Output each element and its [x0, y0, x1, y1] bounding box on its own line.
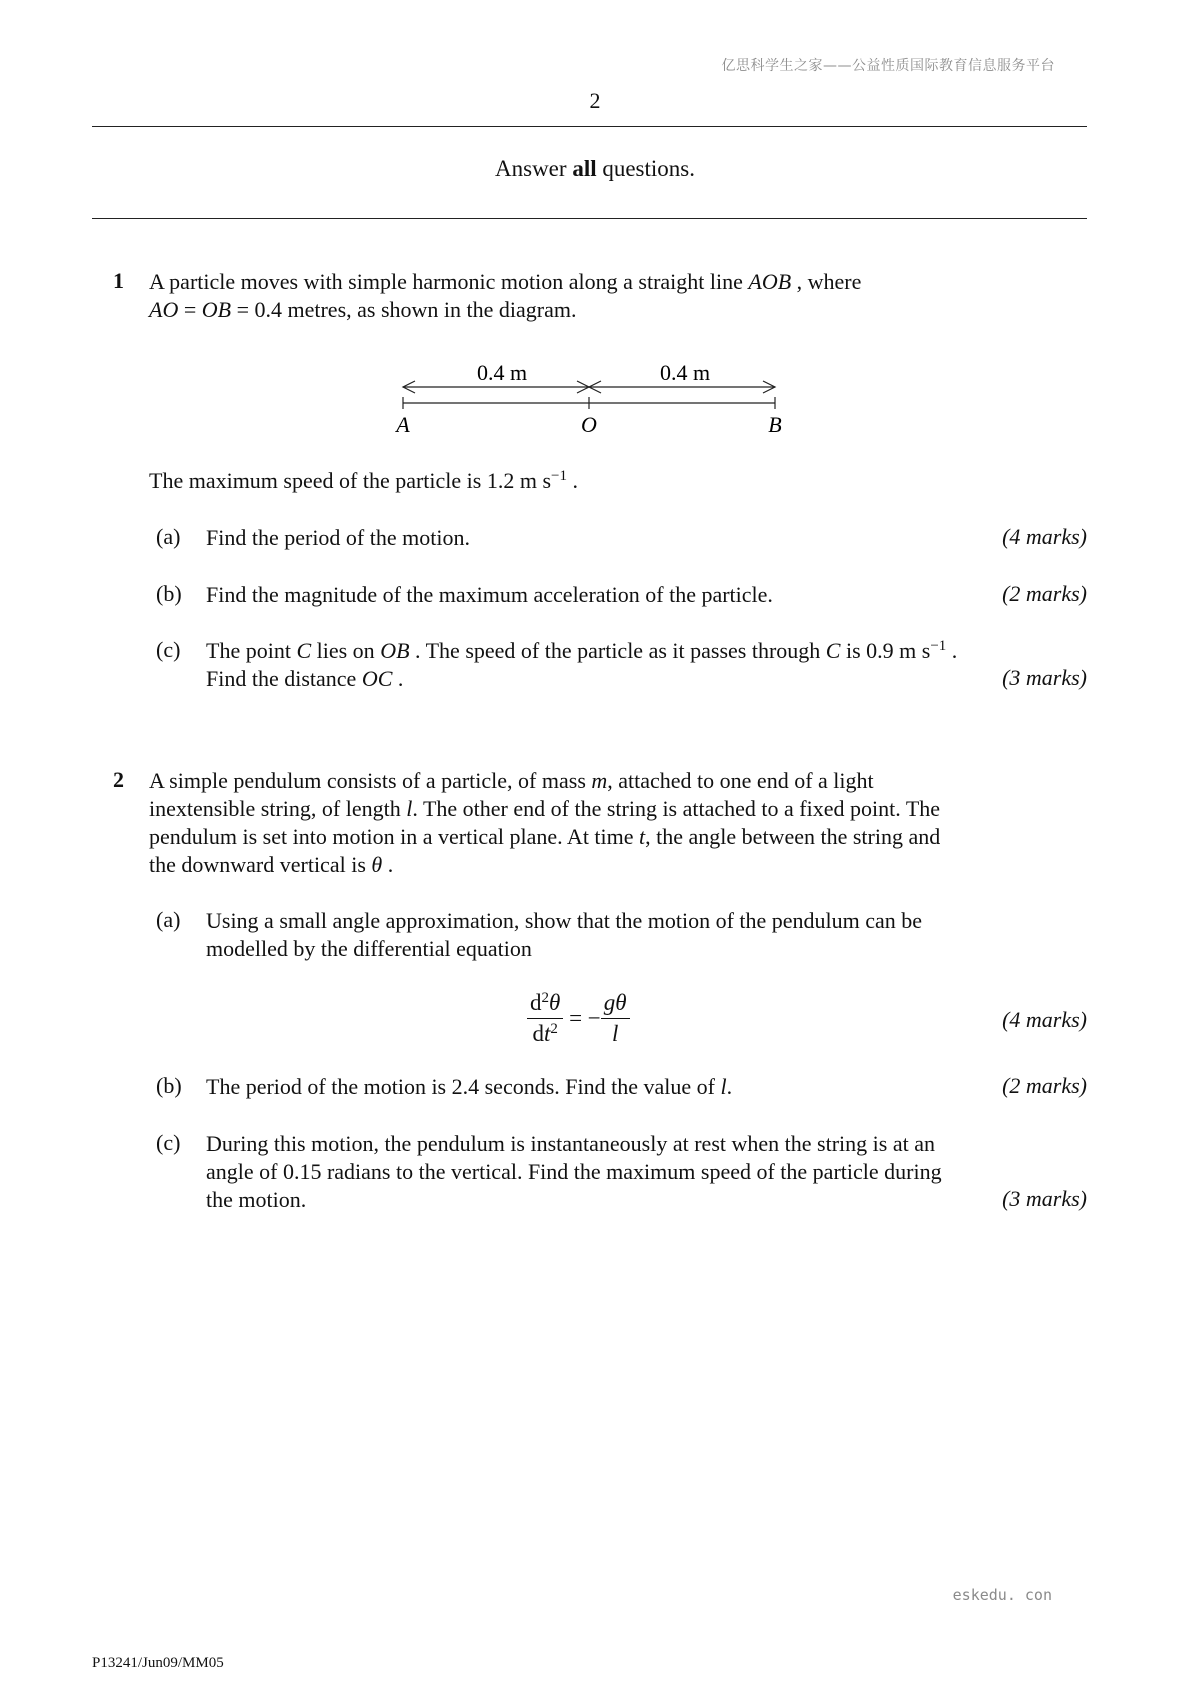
- left-length-label: 0.4 m: [476, 360, 528, 385]
- q2-part-a-line-2: modelled by the differential equation: [206, 936, 532, 961]
- q1-part-a-label: (a): [156, 524, 181, 549]
- q2-part-b-label: (b): [156, 1073, 182, 1098]
- question-1-stem-line-2: AO = OB = 0.4 metres, as shown in the diagram.: [149, 297, 577, 322]
- watermark-text: eskedu. con: [952, 1586, 1052, 1604]
- question-2-stem-line-3: pendulum is set into motion in a vertical plane. At time t, the angle between the string and: [149, 824, 941, 849]
- question-2-number: 2: [113, 767, 124, 792]
- top-rule: [92, 126, 1087, 127]
- equation-lhs-fraction: $\frac{d^2\theta}{dt^2}$: [527, 990, 563, 1047]
- site-header-text: 亿思科学生之家——公益性质国际教育信息服务平台: [721, 58, 1055, 74]
- q2-part-b-text: The period of the motion is 2.4 seconds. Find the value of l.: [206, 1074, 733, 1099]
- instruction: Answer all questions.: [495, 156, 695, 181]
- q1-part-c-label: (c): [156, 637, 181, 662]
- question-2-stem-line-2: inextensible string, of length l. The other end of the string is attached to a fixed point. The: [149, 796, 941, 821]
- q1-part-c-marks: (3 marks): [1002, 665, 1087, 690]
- q2-part-b-marks: (2 marks): [1002, 1073, 1087, 1098]
- q2-part-a-marks: (4 marks): [1002, 1007, 1087, 1032]
- q2-part-c-line-1: During this motion, the pendulum is instantaneously at rest when the string is at an: [206, 1131, 935, 1156]
- q1-part-b-text: Find the magnitude of the maximum acceleration of the particle.: [206, 582, 773, 607]
- question-2-stem-line-1: A simple pendulum consists of a particle, of mass m, attached to one end of a light: [149, 768, 874, 793]
- point-o-label: O: [581, 412, 597, 437]
- equation-equals: = −: [563, 1005, 601, 1031]
- q1-part-b-marks: (2 marks): [1002, 581, 1087, 606]
- q1-part-a-marks: (4 marks): [1002, 524, 1087, 549]
- question-1-max-speed: The maximum speed of the particle is 1.2 m $s^{-1}$ .: [149, 468, 578, 493]
- q1-part-a-text: Find the period of the motion.: [206, 525, 470, 550]
- q2-part-c-line-2: angle of 0.15 radians to the vertical. Find the maximum speed of the particle during: [206, 1159, 942, 1184]
- point-a-label: A: [396, 412, 410, 437]
- instruction-rule: [92, 218, 1087, 219]
- page-number: 2: [589, 88, 601, 113]
- q1-part-c-line-1: The point C lies on OB . The speed of the particle as it passes through C is 0.9 m $s^{-1}$ .: [206, 638, 958, 663]
- q2-part-a-line-1: Using a small angle approximation, show that the motion of the pendulum can be: [206, 908, 923, 933]
- q1-part-b-label: (b): [156, 581, 182, 606]
- q2-part-c-line-3: the motion.: [206, 1187, 307, 1212]
- differential-equation: [527, 990, 630, 1047]
- q2-part-c-marks: (3 marks): [1002, 1186, 1087, 1211]
- question-1-stem-line-1: A particle moves with simple harmonic motion along a straight line AOB , where: [149, 269, 862, 294]
- question-2-stem-line-4: the downward vertical is θ .: [149, 852, 394, 877]
- point-b-label: B: [768, 412, 782, 437]
- q1-part-c-line-2: Find the distance OC .: [206, 666, 404, 691]
- question-1-number: 1: [113, 268, 124, 293]
- q2-part-a-label: (a): [156, 907, 181, 932]
- line-diagram: [395, 360, 805, 442]
- equation-rhs-fraction: $\frac{g\theta}{l}$: [601, 990, 630, 1047]
- q2-part-c-label: (c): [156, 1130, 181, 1155]
- paper-code: P13241/Jun09/MM05: [92, 1655, 224, 1671]
- right-length-label: 0.4 m: [659, 360, 711, 385]
